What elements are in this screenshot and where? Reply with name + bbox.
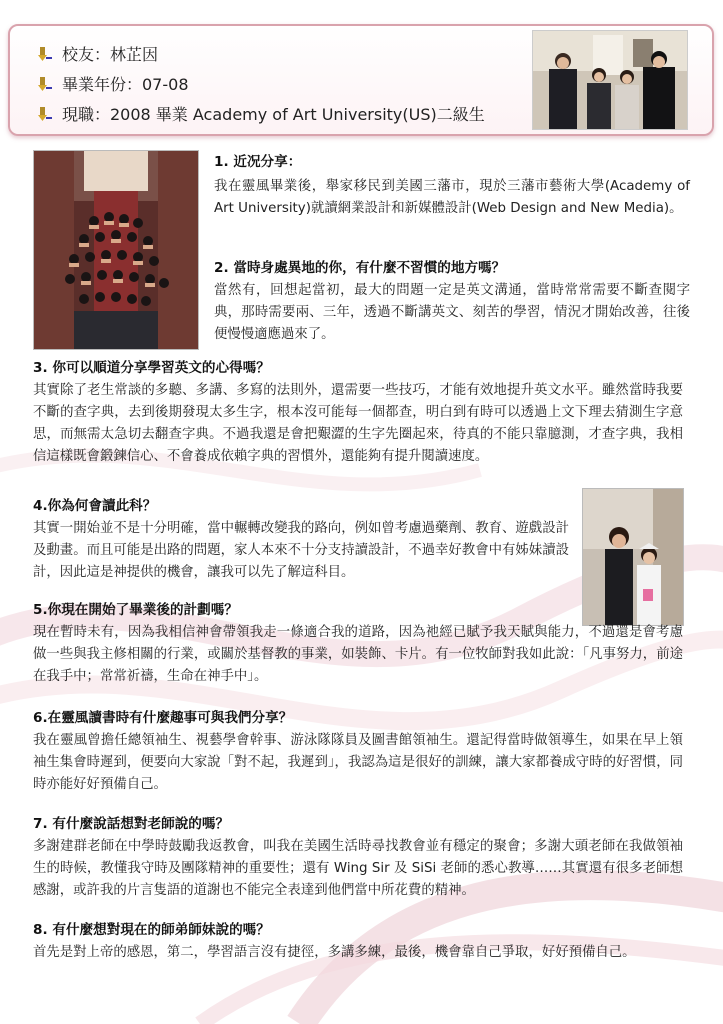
- section-1-body: 我在靈風畢業後，舉家移民到美國三藩市，現於三藩市藝術大學(Academy of Art University)就讀網業設計和新媒體設計(Web Design and New Media)。: [214, 179, 690, 216]
- header-year-text: 畢業年份：07-08: [62, 75, 189, 94]
- section-1: [214, 152, 690, 220]
- section-8-body: 首先是對上帝的感恩，第二，學習語言沒有捷徑，多講多練，最後，機會靠自己爭取，好好預備自己。: [33, 945, 636, 960]
- section-7: [33, 814, 683, 902]
- section-6-body: 我在靈風曾擔任總領袖生、視藝學會幹事、游泳隊隊員及圖書館領袖生。還記得當時做領導生，如果在早上領袖生集會時遲到，便要向大家說「對不起，我遲到」，我認為這是很好的訓練，讓大家都養成守時的好習慣，同時亦能好好預備自己。: [33, 733, 683, 792]
- header-row-job: [38, 102, 485, 125]
- arrow-bullet-icon: [38, 77, 52, 91]
- section-6-title: 6.在靈風讀書時有什麼趣事可與我們分享？: [33, 710, 293, 726]
- header-photo: [532, 30, 688, 130]
- section-2: [214, 258, 690, 346]
- header-name-text: 校友：林芷因: [62, 45, 159, 64]
- header-row-year: [38, 72, 189, 95]
- header-job-text: 現職：2008 畢業 Academy of Art University(US)二級生: [62, 105, 485, 124]
- arrow-bullet-icon: [38, 107, 52, 121]
- section-8-title: 8. 有什麼想對現在的師弟師妹說的嗎？: [33, 922, 270, 938]
- header-row-name: [38, 42, 158, 65]
- section-4-body: 其實一開始並不是十分明確，當中輾轉改變我的路向，例如曾考慮過藥劑、教育、遊戲設計及動畫。而且可能是出路的問題，家人本來不十分支持讀設計，不過幸好教會中有姊妹讀設計，因此這是神提供的機會，讓我可以先了解這科目。: [33, 521, 569, 580]
- section-6: [33, 708, 683, 796]
- section-5-title: 5.你現在開始了畢業後的計劃嗎？: [33, 602, 238, 618]
- section-5-body: 現在暫時未有，因為我相信神會帶領我走一條適合我的道路，因為祂經已賦予我天賦與能力，不過還是會考慮做一些與我主修相關的行業，或關於基督教的事業，如裝飾、卡片。有一位牧師對我如此說：「凡事努力，前途在我手中；常常祈禱，生命在神手中」。: [33, 625, 683, 684]
- section-4-title: 4.你為何會讀此科？: [33, 498, 157, 514]
- section-3-body: 其實除了老生常談的多聽、多講、多寫的法則外，還需要一些技巧，才能有效地提升英文水平。雖然當時我要不斷的查字典，去到後期發現太多生字，根本沒可能每一個都查，明白到有時可以透過上文下理去猜測生字意思，而無需太急切去翻查字典。不過我還是會把艱澀的生字先圈起來，待真的不能只靠臆測，才查字典，我相信這樣既會鍛鍊信心、不會養成依賴字典的習慣外，還能夠有提升閱讀速度。: [33, 383, 683, 464]
- section-5: [33, 600, 683, 688]
- section-4: [33, 496, 569, 584]
- section-7-title: 7. 有什麼說話想對老師說的嗎？: [33, 816, 230, 832]
- section-3: [33, 358, 683, 468]
- section-2-body: 當然有，回想起當初，最大的問題一定是英文溝通，當時常常需要不斷查閱字典，那時需要兩、三年，透過不斷講英文、刻苦的學習，情況才開始改善，往後便慢慢適應過來了。: [214, 283, 690, 342]
- section-3-title: 3. 你可以順道分享學習英文的心得嗎？: [33, 360, 270, 376]
- arrow-bullet-icon: [38, 47, 52, 61]
- section-7-body: 多謝建群老師在中學時鼓勵我返教會，叫我在美國生活時尋找教會並有穩定的聚會；多謝大頭老師在我做領袖生的時候，教懂我守時及團隊精神的重要性；還有 Wing Sir 及 SiSi 老師的悉心教導……其實還有很多老師想感謝，或許我的片言隻語的道謝也不能完全表達到他們當中所花費的精神。: [33, 839, 683, 898]
- section-2-title: 2. 當時身處異地的你，有什麼不習慣的地方嗎？: [214, 260, 506, 276]
- section-8: [33, 920, 683, 964]
- section-1-title: 1. 近况分享：: [214, 154, 302, 170]
- group-stairs-photo: [33, 150, 199, 350]
